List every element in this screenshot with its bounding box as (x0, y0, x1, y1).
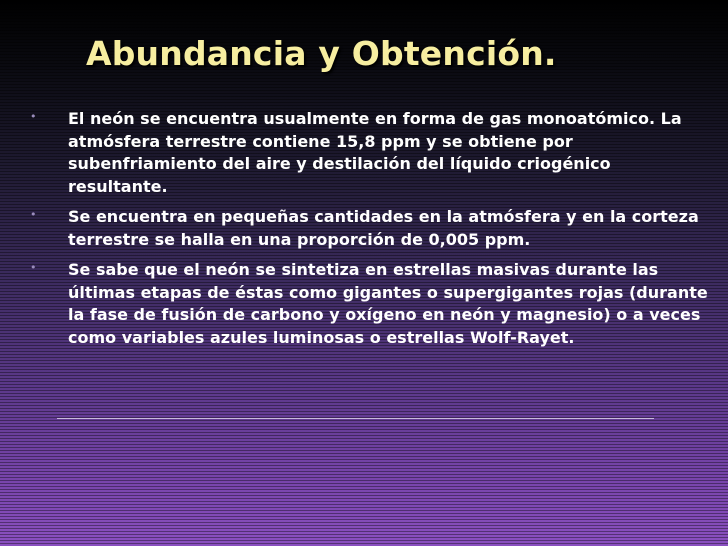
slide-title: Abundancia y Obtención. (86, 34, 557, 73)
bullet-text: Se encuentra en pequeñas cantidades en la atmósfera y en la corteza terrestre se halla en una proporción de 0,005 ppm. (68, 207, 699, 249)
bullet-text: Se sabe que el neón se sintetiza en estrellas masivas durante las últimas etapas de éstas como gigantes o supergigantes rojas (durante la fase de fusión de carbono y oxígeno en neón y magnesio) o a veces como variables azules luminosas o estrellas Wolf-Rayet. (68, 260, 708, 347)
bullet-dot-icon: • (30, 261, 37, 274)
bullet-item (30, 206, 710, 251)
bullet-dot-icon: • (30, 110, 37, 123)
bullet-text: El neón se encuentra usualmente en forma de gas monoatómico. La atmósfera terrestre contiene 15,8 ppm y se obtiene por subenfriamiento del aire y destilación del líquido criogénico resultante. (68, 109, 682, 196)
bullet-item (30, 108, 710, 198)
bullet-item (30, 259, 710, 349)
bullet-list (30, 108, 710, 357)
divider-line (57, 418, 654, 419)
bullet-dot-icon: • (30, 208, 37, 221)
